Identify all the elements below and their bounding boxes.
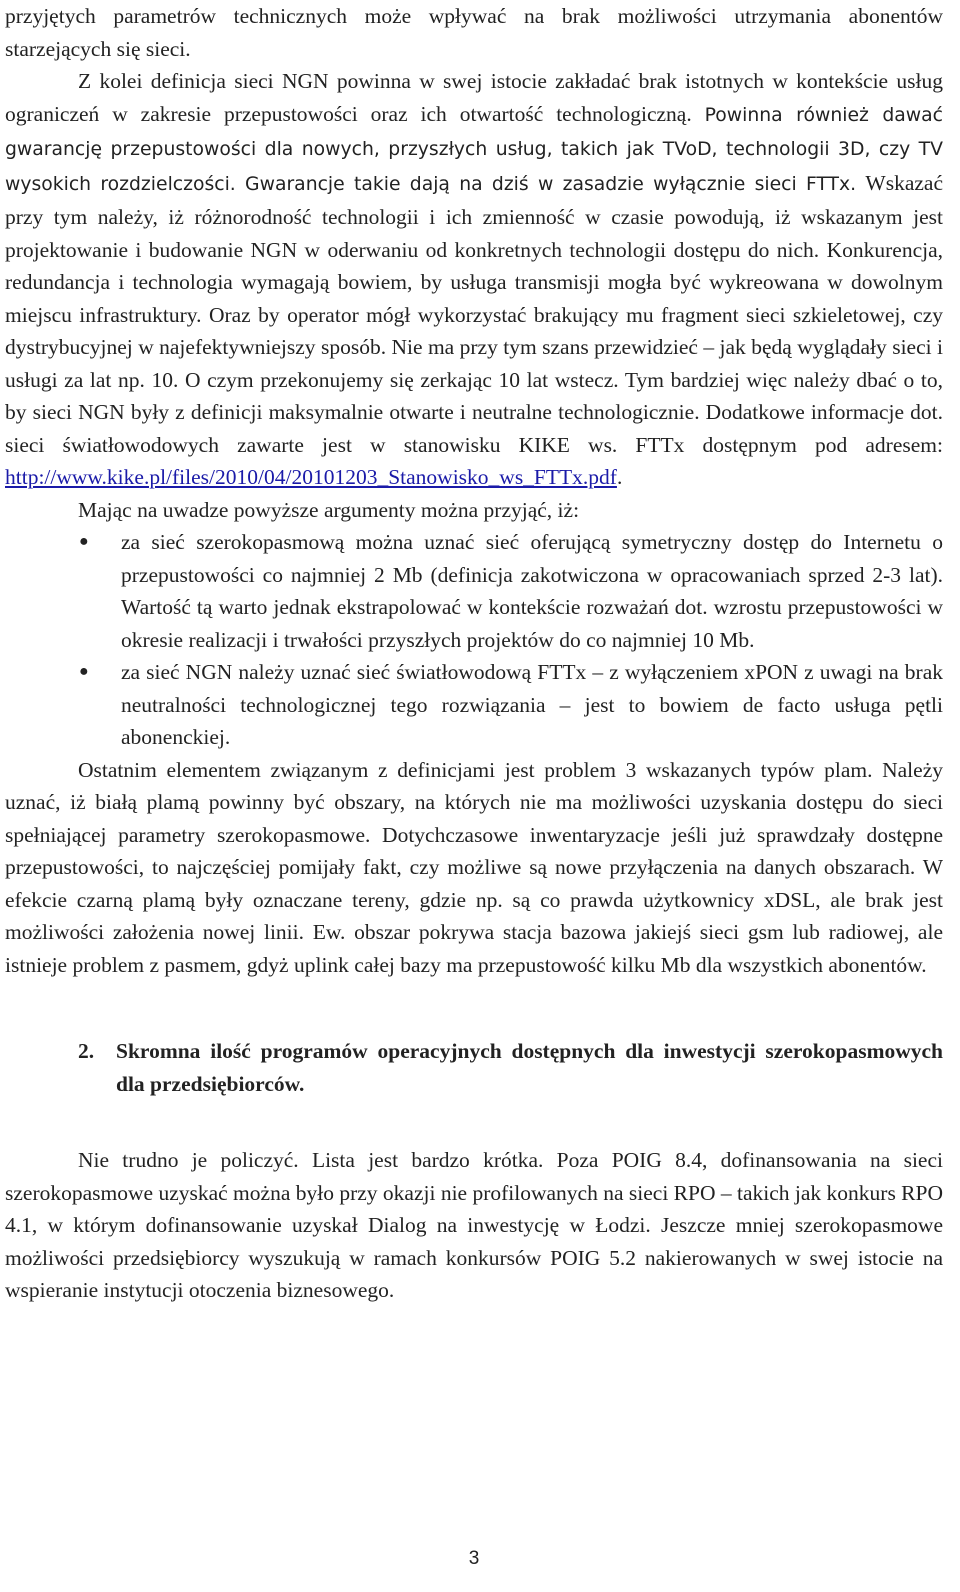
paragraph-white-spots: Ostatnim elementem związanym z definicjami jest problem 3 wskazanych typów plam. Należy uznać, iż białą plamą powinny być obszary, na których nie ma możliwości uzyskania dostępu do sieci spełniającej parametry szerokopasmowe. Dotychczasowe inwentaryzacje jeśli już sprawdzały dostępne przepustowości, to najczęściej pomijały fakt, czy możliwe są nowe przyłączenia na danych obszarach. W efekcie czarną plamą były oznaczane tereny, gdzie np. są co prawda użytkownicy xDSL, ale brak jest możliwości założenia nowej linii. Ew. obszar pokrywa stacja bazowa jakiejś sieci gsm lub radiowej, ale istnieje problem z pasmem, gdyż uplink całej bazy ma przepustowość kilku Mb dla wszystkich abonentów. [5, 757, 943, 977]
paragraph-continued: przyjętych parametrów technicznych może wpływać na brak możliwości utrzymania abonentów starzejących się sieci. [5, 4, 943, 61]
paragraph-segment-sans: Powinna również dawać gwarancję przepustowości dla nowych, przyszłych usług, takich jak TVoD, technologii 3D, czy TV wysokich rozdzielczości. Gwarancje takie dają na dziś w zasadzie wyłącznie sieci FTTx. [5, 104, 943, 195]
section-title: Skromna ilość programów operacyjnych dostępnych dla inwestycji szerokopasmowych dla przedsiębiorców. [116, 1039, 943, 1096]
list-item-text: za sieć szerokopasmową można uznać sieć oferującą symetryczny dostęp do Internetu o przepustowości co najmniej 2 Mb (definicja zakotwiczona w opracowaniach sprzed 2-3 lat). Wartość tą warto jednak ekstrapolować w kontekście rozważań dot. wzrostu przepustowości w okresie realizacji i trwałości przyszłych projektów do co najmniej 10 Mb. [121, 530, 943, 652]
paragraph-segment: Wskazać przy tym należy, iż różnorodność technologii i ich zmienność w czasie powodują, iż wskazanym jest projektowanie i budowanie NGN w oderwaniu od konkretnych technologii dostępu do nich. Konkurencja, redundancja i technologia wymagają bowiem, by usługa transmisji mogła być wykreowana w dowolnym miejscu infrastruktury. Oraz by operator mógł wykorzystać brakujący mu fragment sieci szkieletowej, czy dystrybucyjnej w najefektywniejszy sposób. Nie ma przy tym szans przewidzieć – jak będą wyglądały sieci i usługi za lat np. 10. O czym przekonujemy się zerkając 10 lat wstecz. Tym bardziej więc należy dbać o to, by sieci NGN były z definicji maksymalnie otwarte i neutralne technologicznie. Dodatkowe informacje dot. sieci światłowodowych zawarte jest w stanowisku KIKE ws. FTTx dostępnym pod adresem: [5, 170, 943, 457]
definitions-list [5, 526, 943, 754]
paragraph-ngn-definition [5, 65, 943, 494]
spacer [5, 981, 943, 1035]
paragraph-operational-programs: Nie trudno je policzyć. Lista jest bardzo krótka. Poza POIG 8.4, dofinansowania na sieci szerokopasmowe uzyskać można było przy okazji nie profilowanych na sieci RPO – takich jak konkurs RPO 4.1, w którym dofinansowanie uzyskał Dialog na inwestycję w Łodzi. Jeszcze mniej szerokopasmowe możliwości przedsiębiorcy wyszukują w ramach konkursów POIG 5.2 nakierowanych w swej istocie na wspieranie instytucji otoczenia biznesowego. [5, 1148, 944, 1302]
section-number: 2. [78, 1039, 95, 1063]
section-heading [5, 1035, 943, 1100]
paragraph-segment: Z kolei definicja sieci NGN powinna w swej istocie zakładać brak istotnych w kontekście usług ograniczeń w zakresie przepustowości oraz ich otwartość technologiczną. [5, 69, 943, 126]
page-number: 3 [468, 1548, 480, 1569]
paragraph-segment: . [616, 465, 623, 489]
document-page [5, 0, 943, 1307]
list-item [79, 656, 943, 754]
paragraph-lead-in: Mając na uwadze powyższe argumenty można przyjąć, iż: [78, 497, 580, 522]
spacer [5, 1100, 943, 1144]
kike-stanowisko-link[interactable]: http://www.kike.pl/files/2010/04/20101203_Stanowisko_ws_FTTx.pdf [5, 465, 617, 489]
list-item [79, 526, 943, 656]
bullet-icon: ● [79, 533, 89, 550]
list-item-text: za sieć NGN należy uznać sieć światłowodową FTTx – z wyłączeniem xPON z uwagi na brak neutralności technologicznej tego rozwiązania – jest to bowiem de facto usługa pętli abonenckiej. [121, 660, 943, 749]
bullet-icon: ● [79, 663, 89, 680]
